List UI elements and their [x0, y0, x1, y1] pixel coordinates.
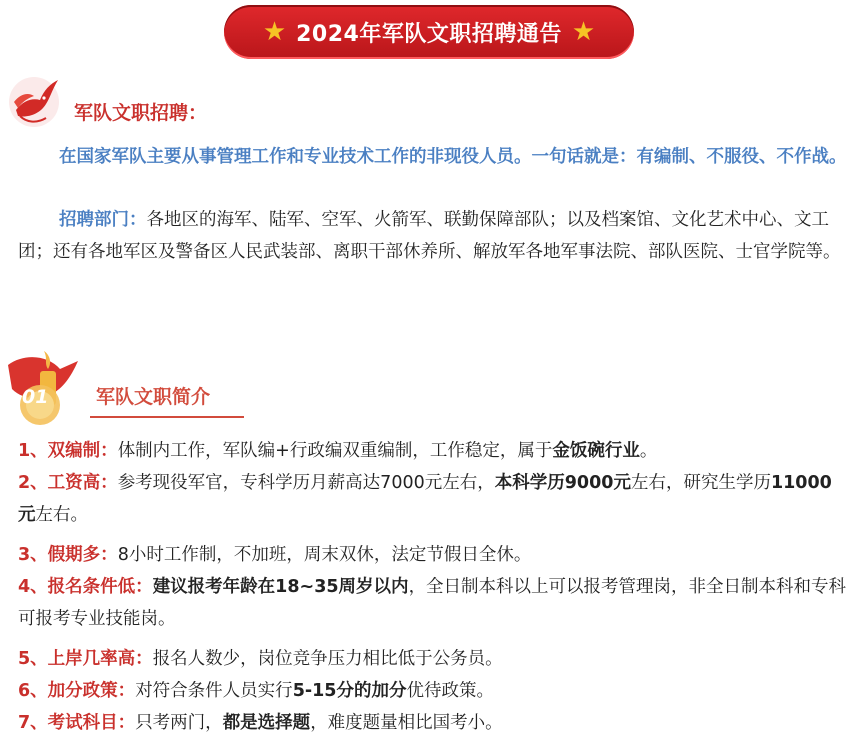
dove-icon: [6, 72, 62, 130]
list-item: [18, 644, 848, 676]
list-item-text: 只考两门，: [135, 713, 223, 733]
section-underline: [90, 416, 244, 418]
list-item-text: 8小时工作制，不加班，周末双休，法定节假日全休。: [117, 545, 532, 565]
list-item-label: 2、工资高：: [18, 473, 118, 493]
list-item-highlight: 5-15分的加分: [292, 681, 407, 701]
list-item-highlight: 建议报考年龄在18~35周岁以内: [152, 577, 409, 597]
list-item-text: ，难度题量相比国考小。: [310, 713, 503, 733]
list-item-text: 。: [639, 441, 658, 461]
list-item-text: 对符合条件人员实行: [135, 681, 293, 701]
list-item-highlight: 11000元: [18, 473, 832, 525]
list-item-label: 4、报名条件低：: [18, 577, 153, 597]
list-item-text: ，全日制本科以上可以报考管理岗，非全日制本科和专科可报考专业技能岗。: [18, 577, 847, 629]
department-paragraph: 招聘部门：各地区的海军、陆军、空军、火箭军、联勤保障部队；以及档案馆、文化艺术中心、文工团；还有各地军区及警备区人民武装部、离职干部休养所、解放军各地军事法院、部队医院、士官学院等。: [18, 210, 841, 262]
section-title-recruitment: 军队文职招聘：: [74, 102, 208, 124]
list-item-highlight: 都是选择题: [222, 713, 311, 733]
list-item-label: 3、假期多：: [18, 545, 118, 565]
list-item-label: 5、上岸几率高：: [18, 649, 153, 669]
section-title-intro: 军队文职简介: [96, 386, 211, 408]
list-item: [18, 708, 848, 740]
page-title: 2024年军队文职招聘通告: [296, 21, 562, 47]
list-item-text: 体制内工作，军队编+行政编双重编制，工作稳定，属于: [117, 441, 553, 461]
list-item-text: 参考现役军官，专科学历月薪高达7000元左右，: [117, 473, 495, 493]
list-item: [18, 572, 848, 635]
list-item-label: 1、双编制：: [18, 441, 118, 461]
list-item-text: 报名人数少，岗位竞争压力相比低于公务员。: [152, 649, 503, 669]
star-icon: ★: [262, 17, 287, 47]
star-icon: ★: [571, 17, 596, 47]
list-item-text: 左右，研究生学历: [630, 473, 771, 493]
list-item: [18, 540, 848, 572]
header-banner: [224, 5, 634, 59]
section-number-badge: 01: [22, 386, 49, 408]
list-item-label: 7、考试科目：: [18, 713, 136, 733]
list-item-text: 左右。: [35, 504, 88, 525]
list-item: [18, 676, 848, 708]
list-item-label: 6、加分政策：: [18, 681, 136, 701]
list-item-highlight: 本科学历9000元: [494, 473, 631, 493]
list-item-text: 优待政策。: [406, 681, 494, 701]
list-item: [18, 468, 848, 531]
intro-paragraph: 在国家军队主要从事管理工作和专业技术工作的非现役人员。一句话就是：有编制、不服役、不作战。: [59, 147, 847, 167]
list-item: [18, 436, 848, 468]
list-item-highlight: 金饭碗行业: [552, 441, 640, 461]
